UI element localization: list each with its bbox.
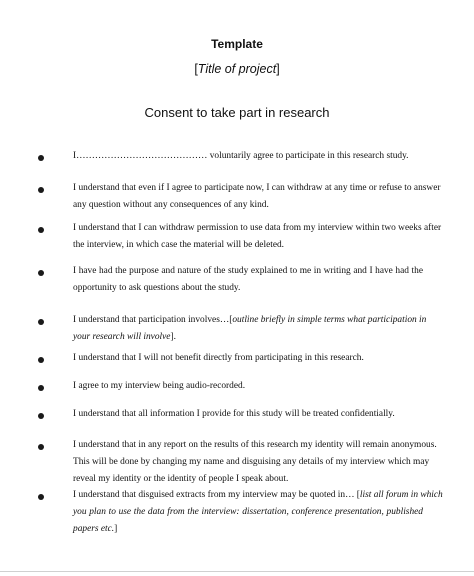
statement-text <box>73 406 423 423</box>
statement-segment: I understand that disguised extracts from my interview may be quoted in… [ <box>73 490 360 500</box>
statement-line <box>73 350 423 367</box>
statement-line <box>73 237 423 254</box>
statement-italic-segment: your research will involve <box>73 332 171 342</box>
statement-line <box>73 220 442 237</box>
bullet-icon <box>38 444 44 450</box>
statement-line <box>73 504 423 521</box>
statement-segment: I have had the purpose and nature of the study explained to me in writing and I have had the <box>73 266 423 276</box>
statement-text <box>73 263 423 297</box>
statement-segment: ]. <box>170 332 176 342</box>
statement-segment: any question without any consequences of any kind. <box>73 200 269 210</box>
bullet-icon <box>38 319 44 325</box>
bullet-icon <box>38 357 44 363</box>
statement-line <box>73 180 441 197</box>
statement-line <box>73 329 423 346</box>
project-title-text: Title of project <box>197 62 277 76</box>
statement-line <box>73 280 423 297</box>
statement-segment: I understand that I will not benefit directly from participating in this research. <box>73 353 364 363</box>
statement-segment: reveal my identity or the identity of people I speak about. <box>73 474 289 484</box>
statement-text <box>73 437 437 488</box>
statement-text <box>73 148 423 165</box>
statement-line <box>73 312 427 329</box>
statement-text <box>73 220 442 254</box>
bullet-icon <box>38 187 44 193</box>
statement-segment: I understand that all information I provide for this study will be treated confidentially. <box>73 409 395 419</box>
statement-segment: I understand that I can withdraw permission to use data from my interview within two weeks after <box>73 223 442 233</box>
statement-text <box>73 312 427 346</box>
bullet-icon <box>38 227 44 233</box>
project-title-close-bracket: ] <box>276 62 280 76</box>
statement-segment: the interview, in which case the material will be deleted. <box>73 240 285 250</box>
statement-segment: ] <box>114 524 118 534</box>
statement-text <box>73 378 423 395</box>
statement-italic-segment: outline briefly in simple terms what participation in <box>232 315 427 325</box>
statement-italic-segment: papers etc. <box>73 524 115 534</box>
bullet-icon <box>38 413 44 419</box>
bullet-icon <box>38 270 44 276</box>
statement-text <box>73 350 423 367</box>
statement-line <box>73 406 423 423</box>
statement-line <box>73 487 443 504</box>
statement-segment: I…………………………………… voluntarily agree to participate in this research study. <box>73 151 409 161</box>
statement-segment: opportunity to ask questions about the study. <box>73 283 241 293</box>
statement-line <box>73 454 430 471</box>
statement-line <box>73 437 437 454</box>
statement-line <box>73 263 423 280</box>
statement-line <box>73 197 423 214</box>
bullet-icon <box>38 155 44 161</box>
project-title-open-bracket: [ <box>194 62 198 76</box>
statement-segment: I agree to my interview being audio-recorded. <box>73 381 246 391</box>
bullet-icon <box>38 494 44 500</box>
statement-italic-segment: list all forum in which <box>359 490 443 500</box>
statement-segment: I understand that even if I agree to participate now, I can withdraw at any time or refuse to answer <box>73 183 441 193</box>
statement-text <box>73 487 443 538</box>
statement-line <box>73 378 423 395</box>
statement-segment: I understand that participation involves…[ <box>73 315 233 325</box>
statement-line <box>73 148 423 165</box>
statement-italic-segment: you plan to use the data from the interview: dissertation, conference presentation, published <box>73 507 423 517</box>
bullet-icon <box>38 385 44 391</box>
statement-line <box>73 471 423 488</box>
statement-segment: I understand that in any report on the results of this research my identity will remain anonymous. <box>73 440 437 450</box>
consent-title: Consent to take part in research <box>144 105 330 120</box>
statement-segment: This will be done by changing my name and disguising any details of my interview which may <box>73 457 430 467</box>
page-bottom-divider <box>0 571 474 572</box>
statement-line <box>73 521 423 538</box>
template-label: Template <box>211 37 263 51</box>
statement-text <box>73 180 441 214</box>
